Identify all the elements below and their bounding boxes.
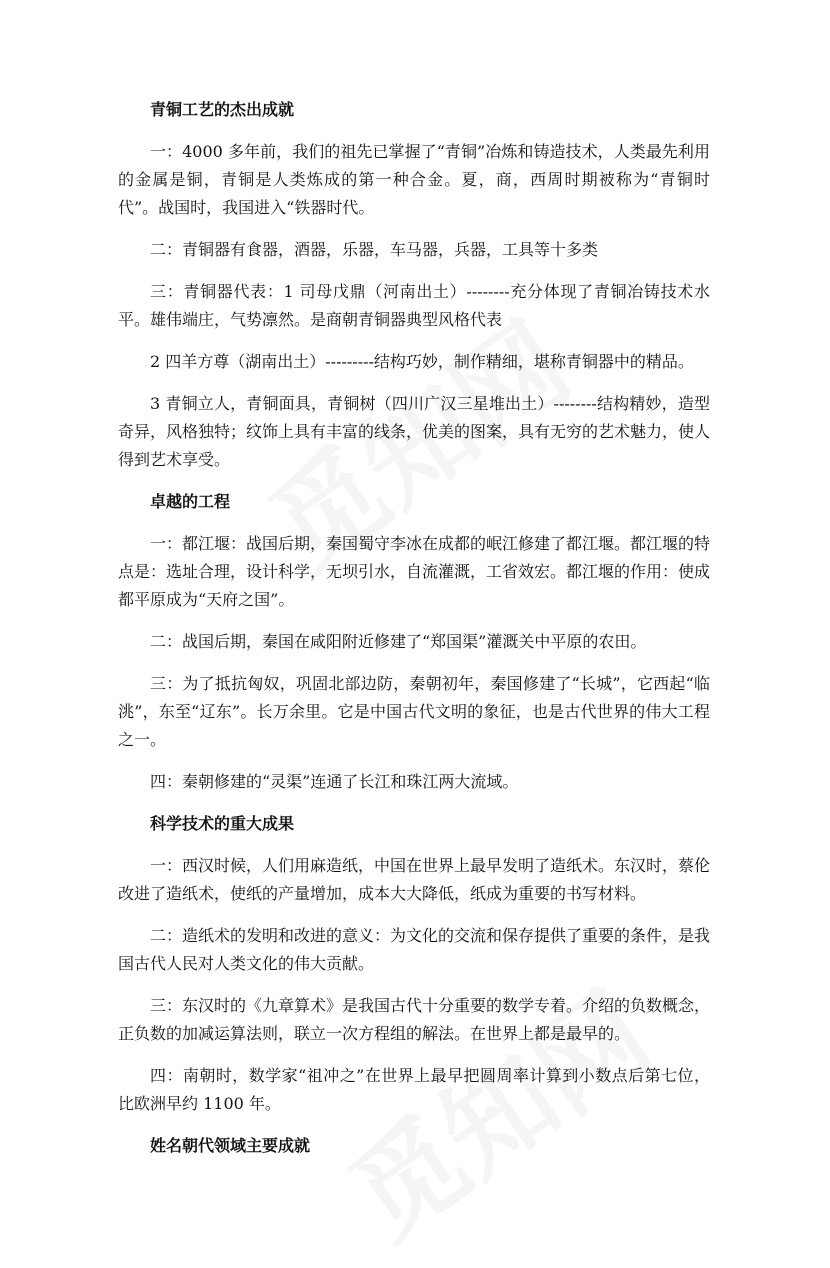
paragraph: 四：南朝时，数学家“祖冲之”在世界上最早把圆周率计算到小数点后第七位，比欧洲早约 1100 年。 (118, 1066, 710, 1113)
paragraph: 二：战国后期，秦国在咸阳附近修建了“郑国渠”灌溉关中平原的农田。 (150, 632, 647, 651)
paragraph: 四：秦朝修建的“灵渠”连通了长江和珠江两大流域。 (150, 772, 519, 791)
paragraph: 三：青铜器代表：1 司母戊鼎（河南出土）--------充分体现了青铜冶铸技术水平。雄伟端庄，气势凛然。是商朝青铜器典型风格代表 (118, 282, 710, 329)
paragraph: 二：造纸术的发明和改进的意义：为文化的交流和保存提供了重要的条件，是我国古代人民对人类文化的伟大贡献。 (118, 926, 711, 973)
paragraph: 三：为了抵抗匈奴，巩固北部边防，秦朝初年，秦国修建了“长城”，它西起“临洮”，东至“辽东”。长万余里。它是中国古代文明的象征，也是古代世界的伟大工程之一。 (118, 674, 710, 749)
document-body (118, 96, 710, 1160)
paragraph: 一：西汉时候，人们用麻造纸，中国在世界上最早发明了造纸术。东汉时，蔡伦改进了造纸术，使纸的产量增加，成本大大降低，纸成为重要的书写材料。 (118, 856, 711, 903)
paragraph: 2 四羊方尊（湖南出土）---------结构巧妙，制作精细，堪称青铜器中的精品。 (150, 352, 694, 371)
section-heading: 卓越的工程 (150, 492, 231, 511)
paragraph: 一：4000 多年前，我们的祖先已掌握了“青铜”冶炼和铸造技术，人类最先利用的金属是铜，青铜是人类炼成的第一种合金。夏，商，西周时期被称为“青铜时代”。战国时，我国进入“铁器时代。 (118, 142, 710, 217)
paragraph: 二：青铜器有食器，酒器，乐器，车马器，兵器，工具等十多类 (150, 240, 599, 259)
paragraph: 3 青铜立人，青铜面具，青铜树（四川广汉三星堆出土）--------结构精妙，造型奇异，风格独特；纹饰上具有丰富的线条，优美的图案，具有无穷的艺术魅力，使人得到艺术享受。 (118, 394, 711, 469)
section-heading: 青铜工艺的杰出成就 (150, 100, 295, 119)
paragraph: 三：东汉时的《九章算术》是我国古代十分重要的数学专着。介绍的负数概念，正负数的加减运算法则，联立一次方程组的解法。在世界上都是最早的。 (118, 996, 711, 1043)
paragraph: 一：都江堰：战国后期，秦国蜀守李冰在成都的岷江修建了都江堰。都江堰的特点是：选址合理，设计科学，无坝引水，自流灌溉，工省效宏。都江堰的作用：使成都平原成为“天府之国”。 (118, 534, 711, 609)
section-heading: 科学技术的重大成果 (150, 814, 295, 833)
section-heading: 姓名朝代领域主要成就 (150, 1136, 311, 1155)
